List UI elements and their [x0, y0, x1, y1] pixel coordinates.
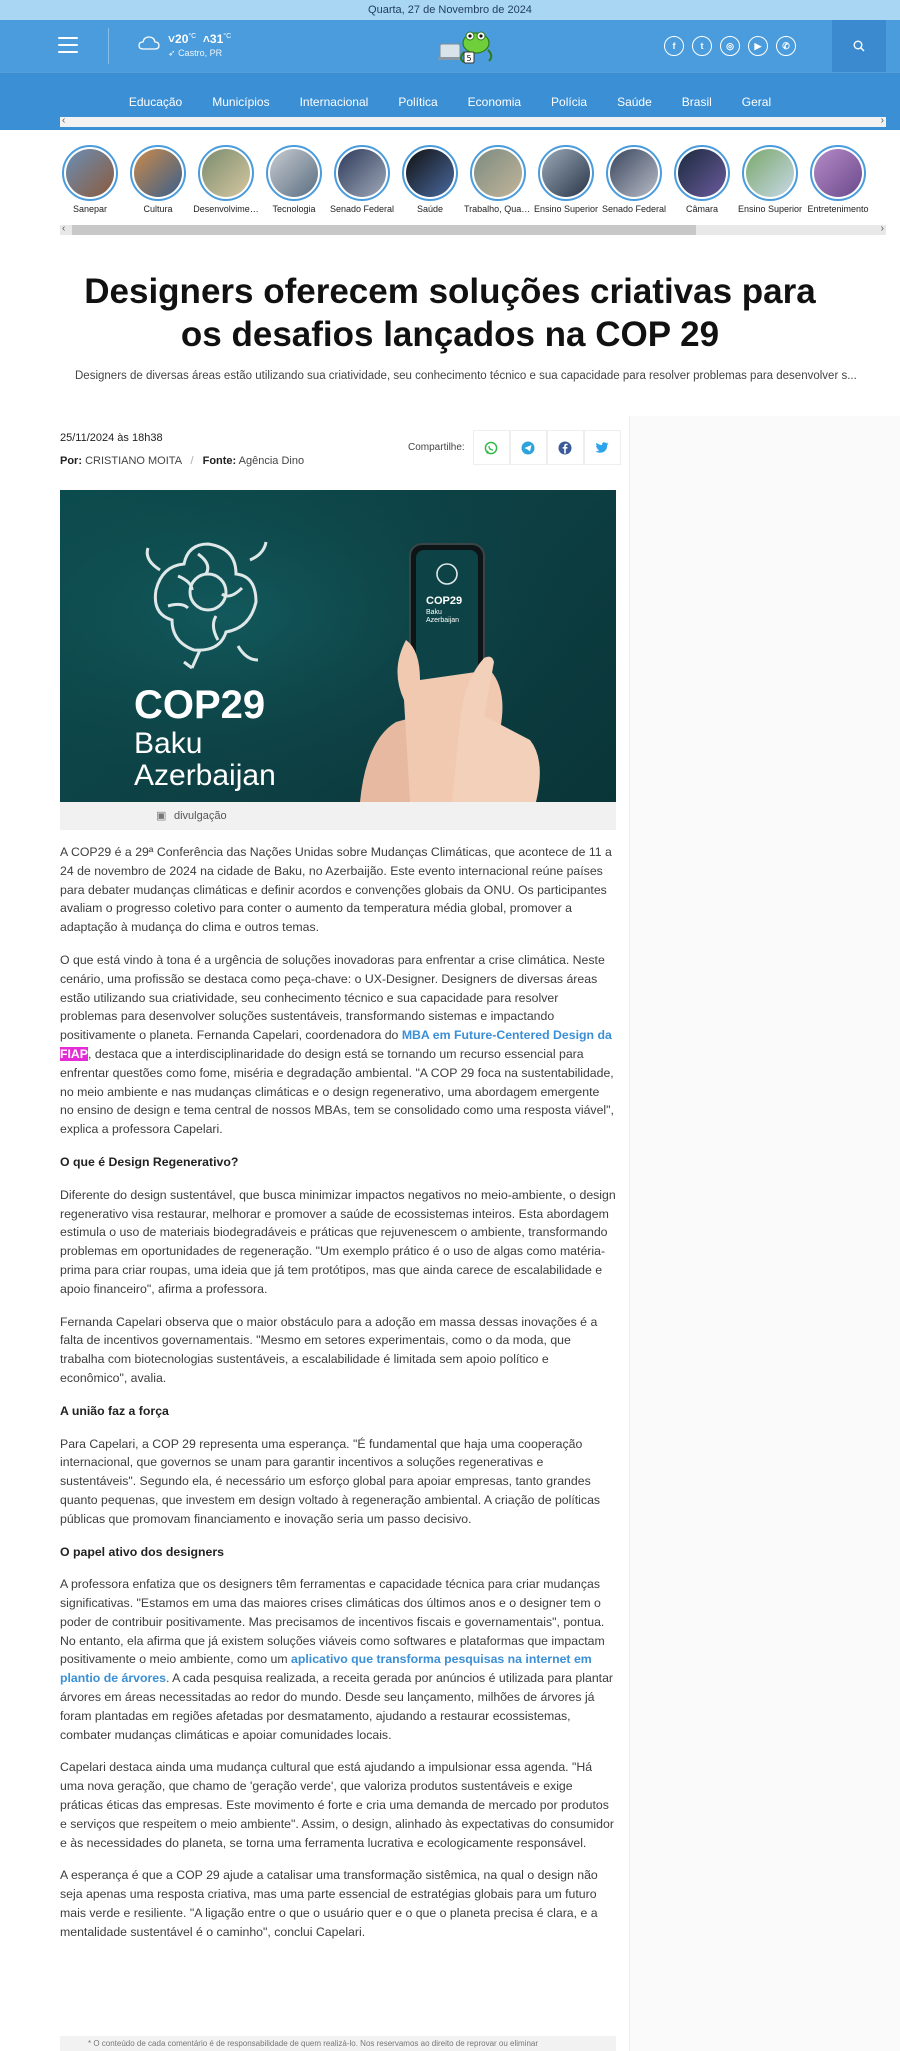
arrow-down-icon: ˅	[168, 32, 176, 46]
date-bar: Quarta, 27 de Novembro de 2024	[0, 0, 900, 20]
story-item[interactable]	[601, 145, 667, 214]
story-ring	[266, 145, 322, 201]
article-date: 25/11/2024 às 18h38	[60, 432, 163, 444]
story-label: Câmara	[685, 204, 718, 214]
caption-text: divulgação	[174, 810, 227, 822]
story-label: Senado Federal	[601, 204, 667, 214]
story-label: Senado Federal	[329, 204, 395, 214]
location-arrow-icon: ➶	[168, 48, 176, 58]
share-bar	[408, 430, 621, 465]
hero-line3: Azerbaijan	[134, 759, 276, 792]
story-ring	[62, 145, 118, 201]
story-ring	[334, 145, 390, 201]
social-links	[664, 36, 796, 56]
location-text: Castro, PR	[178, 48, 223, 58]
paragraph-text: A professora enfatiza que os designers têm ferramentas e capacidade técnica para criar mudanças significativas. "Estamos em uma das maiores crises climáticas dos últimos anos e o designer tem o poder de contribuir positivamente. Mas precisamos de incentivos fiscais e governamentais", pontua. No entanto, ela afirma que já existem soluções viáveis como softwares e plataformas que impactam positivamente o meio ambiente, como um	[60, 1577, 605, 1667]
story-label: Desenvolvime…	[193, 204, 259, 214]
highlighted-text: FIAP	[60, 1046, 89, 1061]
story-thumbnail	[338, 149, 386, 197]
story-label: Ensino Superior	[737, 204, 803, 214]
search-icon	[853, 40, 865, 52]
mba-link-text: MBA em Future-Centered Design da	[401, 1028, 612, 1043]
site-logo[interactable]	[434, 26, 498, 66]
story-item[interactable]	[329, 145, 395, 214]
nav-item-7[interactable]: Brasil	[681, 94, 712, 109]
article-subtitle: Designers de diversas áreas estão utilizando sua criatividade, seu conhecimento técnico e sua capacidade para resolver problemas para desenvolver s...	[75, 370, 857, 382]
source-label: Fonte:	[202, 455, 237, 467]
nav-item-3[interactable]: Política	[398, 94, 438, 109]
cop29-artwork	[60, 490, 616, 802]
share-telegram-button[interactable]	[510, 430, 547, 465]
app-link[interactable]: aplicativo que transforma pesquisas na internet em plantio de árvores	[60, 1652, 592, 1686]
temp-unit: °C	[223, 33, 232, 40]
story-item[interactable]	[402, 145, 458, 214]
scrollbar-thumb[interactable]	[72, 225, 696, 235]
story-item[interactable]	[266, 145, 322, 214]
scroll-left-icon[interactable]: ‹	[62, 115, 66, 126]
paragraph: Capelari destaca ainda uma mudança cultural que está ajudando a impulsionar essa agenda. "Há uma nova geração, que chamo de 'geração verde', que valoriza produtos sustentáveis e exige práticas éticas das empresas. Este movimento é forte e cria uma demanda de mercado por produtos e serviços que respeitem o meio ambiente". Assim, o design, alinhado às expectativas do consumidor e às necessidades do planeta, se torna uma ferramenta lucrativa e ecologicamente responsável.	[60, 1760, 614, 1850]
author-name: CRISTIANO MOITA	[85, 455, 182, 467]
twitter-icon	[595, 442, 609, 454]
article-title: Designers oferecem soluções criativas para os desafios lançados na COP 29	[84, 272, 816, 354]
temp-unit: °C	[188, 33, 197, 40]
section-heading: A união faz a força	[60, 1403, 169, 1418]
story-label: Sanepar	[72, 204, 108, 214]
facebook-icon	[558, 441, 572, 455]
menu-icon[interactable]	[58, 37, 78, 53]
camera-icon: ▣	[156, 810, 167, 822]
article-body	[60, 843, 616, 1956]
nav-item-2[interactable]: Internacional	[299, 94, 369, 109]
story-thumbnail	[746, 149, 794, 197]
source-name: Agência Dino	[238, 455, 305, 467]
story-item[interactable]	[674, 145, 730, 214]
paragraph: Para Capelari, a COP 29 representa uma esperança. "É fundamental que haja uma cooperação internacional, que governos se unam para garantir incentivos a soluções regenerativas e sustentáveis". Segundo ela, é necessário um esforço global para apoiar empresas, tanto grandes quanto pequenas, que investem em design voltado à regeneração ambiental. A criação de políticas públicas que promovam financiamento e inovação seria um passo decisivo.	[60, 1436, 601, 1526]
scroll-right-icon[interactable]: ›	[880, 223, 884, 234]
paragraph-text: . A cada pesquisa realizada, a receita gerada por anúncios é utilizada para plantar árvores em áreas necessitadas ao redor do mundo. Desde seu lançamento, milhões de árvores já foram plantadas em regiões afetadas por desmatamento, ajudando a restaurar ecossistemas, combater mudanças climáticas e apoiar comunidades locais.	[60, 1671, 614, 1742]
story-ring	[742, 145, 798, 201]
comment-disclaimer: * O conteúdo de cada comentário é de responsabilidade de quem realizá-lo. Nos reservamos ao direito de reprovar ou eliminar	[60, 2036, 616, 2051]
paragraph: A COP29 é a 29ª Conferência das Nações Unidas sobre Mudanças Climáticas, que acontece de 11 a 24 de novembro de 2024 na cidade de Baku, no Azerbaijão. Este evento internacional reúne países para debater mudanças climáticas e definir acordos e convenções globais da ONU. Os participantes avaliam o progresso coletivo para conter o aumento da temperatura média global, promover a adaptação à mudança do clima e outros temas.	[60, 845, 612, 935]
story-thumbnail	[678, 149, 726, 197]
story-thumbnail	[270, 149, 318, 197]
story-ring	[198, 145, 254, 201]
weather-location	[168, 48, 222, 59]
share-whatsapp-button[interactable]	[473, 430, 510, 465]
story-thumbnail	[542, 149, 590, 197]
paragraph: Fernanda Capelari observa que o maior obstáculo para a adoção em massa dessas inovações é a falta de incentivos governamentais. "Mesmo em setores experimentais, como o da moda, que trabalha com biotecnologias sustentáveis, a escalabilidade é limitada sem apoio político e econômico", avalia.	[60, 1314, 598, 1385]
paragraph: Diferente do design sustentável, que busca minimizar impactos negativos no meio-ambiente, o design regenerativo visa restaurar, melhorar e promover a saúde de ecossistemas inteiros. Esta abordagem estimula o uso de materiais biodegradáveis e práticas que rejuvenescem o ambiente, transformando problemas em oportunidades de regeneração. "Um exemplo prático é o uso de algas como matéria-prima para criar roupas, uma ideia que já tem protótipos, mas que ainda carece de escalabilidade e apoio financeiro", afirma a professora.	[60, 1187, 616, 1296]
story-ring	[130, 145, 186, 201]
story-label: Saúde	[416, 204, 444, 214]
nav-item-1[interactable]: Municípios	[212, 94, 270, 109]
story-label: Tecnologia	[272, 204, 316, 214]
image-caption	[60, 802, 616, 830]
story-thumbnail	[134, 149, 182, 197]
story-item[interactable]	[737, 145, 803, 214]
temp-min: 20	[175, 32, 189, 46]
logo-badge: 5	[466, 54, 472, 63]
youtube-icon[interactable]: ▶	[748, 36, 768, 56]
story-label: Ensino Superior	[533, 204, 599, 214]
story-thumbnail	[814, 149, 862, 197]
scroll-right-icon[interactable]: ›	[880, 115, 884, 126]
cloud-icon	[138, 36, 160, 50]
paragraph-text: , destaca que a interdisciplinaridade do design está se tornando um recurso essencial para enfrentar questões como fome, miséria e degradação ambiental. "A COP 29 foca na sustentabilidade, no meio ambiente e nas mudanças climáticas e o design regenerativo, uma abordagem emergente no ensino de design e tema central de nossos MBAs, tem se consolidado como uma resposta viável", explica a professora Capelari.	[60, 1046, 614, 1137]
scroll-left-icon[interactable]: ‹	[62, 223, 66, 234]
section-heading: O papel ativo dos designers	[60, 1544, 225, 1559]
story-ring	[810, 145, 866, 201]
story-ring	[402, 145, 458, 201]
byline-separator: /	[190, 455, 194, 467]
facebook-icon[interactable]: f	[664, 36, 684, 56]
nav-item-8[interactable]: Geral	[741, 94, 772, 109]
whatsapp-icon[interactable]: ✆	[776, 36, 796, 56]
stories-carousel	[62, 145, 869, 214]
story-ring	[538, 145, 594, 201]
paragraph: A esperança é que a COP 29 ajude a catalisar uma transformação sistêmica, na qual o design não seja apenas uma resposta criativa, mas uma parte essencial de estratégias globais para um futuro mais verde e resiliente. "A ligação entre o que o usuário quer e o que o planeta precisa é clara, e a mentalidade sustentável é o caminho", conclui Capelari.	[60, 1868, 598, 1939]
temp-max: 31	[209, 32, 224, 46]
story-label: Entretenimento	[807, 204, 869, 214]
story-ring	[606, 145, 662, 201]
story-ring	[674, 145, 730, 201]
arrow-up-icon: ˄	[202, 32, 210, 46]
hero-image[interactable]	[60, 490, 616, 802]
story-label: Trabalho, Qual…	[464, 204, 532, 214]
story-thumbnail	[474, 149, 522, 197]
nav-item-0[interactable]: Educação	[128, 94, 183, 109]
story-thumbnail	[66, 149, 114, 197]
top-scrollbar[interactable]	[60, 117, 886, 127]
twitter-icon[interactable]: t	[692, 36, 712, 56]
story-item[interactable]	[807, 145, 869, 214]
phone-line2: Baku	[426, 609, 442, 616]
site-header	[0, 20, 900, 72]
stories-scrollbar[interactable]	[60, 225, 886, 235]
story-item[interactable]	[533, 145, 599, 214]
paragraph	[60, 1575, 616, 1744]
article-header	[0, 236, 900, 416]
instagram-icon[interactable]: ◎	[720, 36, 740, 56]
story-ring	[470, 145, 526, 201]
search-button[interactable]	[832, 20, 886, 72]
hero-main-text: COP29	[134, 683, 266, 727]
header-divider	[108, 28, 109, 64]
story-thumbnail	[406, 149, 454, 197]
author-label: Por:	[60, 455, 82, 467]
whatsapp-icon	[484, 441, 498, 455]
nav-item-5[interactable]: Polícia	[551, 94, 588, 109]
share-facebook-button[interactable]	[547, 430, 584, 465]
phone-line3: Azerbaijan	[426, 617, 460, 624]
story-thumbnail	[610, 149, 658, 197]
article-byline	[60, 455, 304, 467]
story-item[interactable]	[464, 145, 532, 214]
story-thumbnail	[202, 149, 250, 197]
story-item[interactable]	[193, 145, 259, 214]
nav-item-6[interactable]: Saúde	[617, 94, 652, 109]
story-item[interactable]	[62, 145, 118, 214]
share-twitter-button[interactable]	[584, 430, 621, 465]
paragraph-text: O que está vindo à tona é a urgência de soluções inovadoras para enfrentar a crise climática. Neste cenário, uma profissão se destaca como peça-chave: o UX-Designer. Designers de diversas áreas estão utilizando sua criatividade, seu conhecimento técnico e sua capacidade para resolver problemas para desenvolver soluções sustentáveis, transformando sistemas e impactando positivamente o planeta. Fernanda Capelari, coordenadora do	[60, 952, 605, 1043]
nav-item-4[interactable]: Economia	[467, 94, 522, 109]
section-heading: O que é Design Regenerativo?	[60, 1154, 239, 1169]
story-item[interactable]	[130, 145, 186, 214]
story-label: Cultura	[143, 204, 173, 214]
paragraph	[60, 951, 616, 1139]
phone-main-text: COP29	[426, 595, 463, 607]
weather-temps	[168, 32, 231, 46]
hero-line2: Baku	[134, 727, 203, 760]
share-label: Compartilhe:	[408, 442, 465, 453]
telegram-icon	[521, 441, 535, 455]
